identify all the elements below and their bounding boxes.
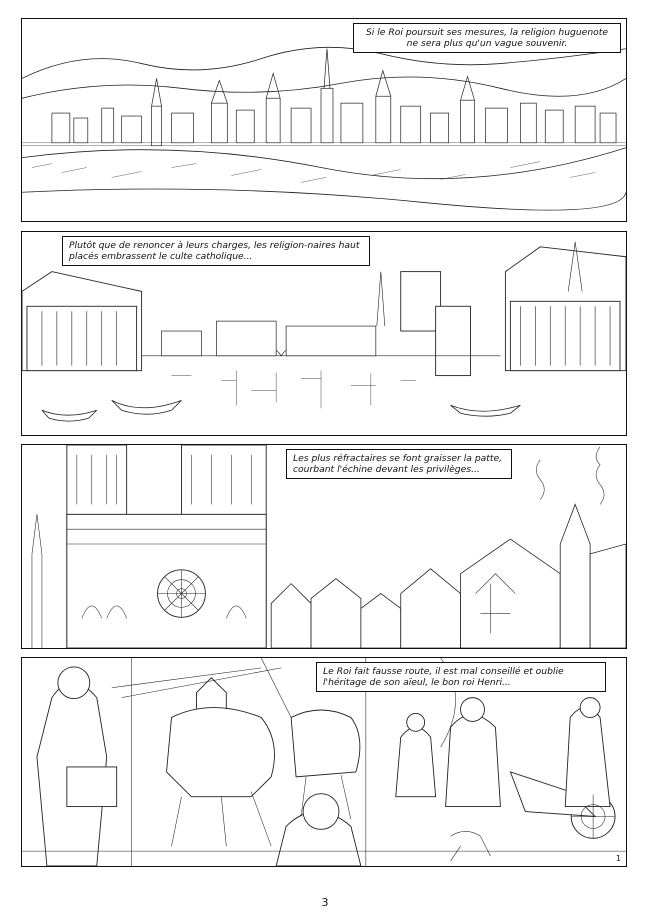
panel-cathedral-street	[21, 444, 627, 649]
caption-panel-1: Si le Roi poursuit ses mesures, la religion huguenote ne sera plus qu'un vague souvenir.	[353, 23, 621, 53]
caption-panel-2: Plutôt que de renoncer à leurs charges, les religion-naires haut placés embrassent le culte catholique...	[62, 236, 370, 266]
panel-city-panorama	[21, 18, 627, 222]
caption-panel-3: Les plus réfractaires se font graisser la patte, courbant l'échine devant les privilèges...	[286, 449, 512, 479]
page-number: 3	[321, 896, 329, 909]
panel-marker: 1	[615, 854, 621, 863]
panel-river-view	[21, 231, 627, 436]
panel-street-scene	[21, 657, 627, 867]
caption-panel-4: Le Roi fait fausse route, il est mal conseillé et oublie l'héritage de son aïeul, le bon roi Henri...	[316, 662, 606, 692]
